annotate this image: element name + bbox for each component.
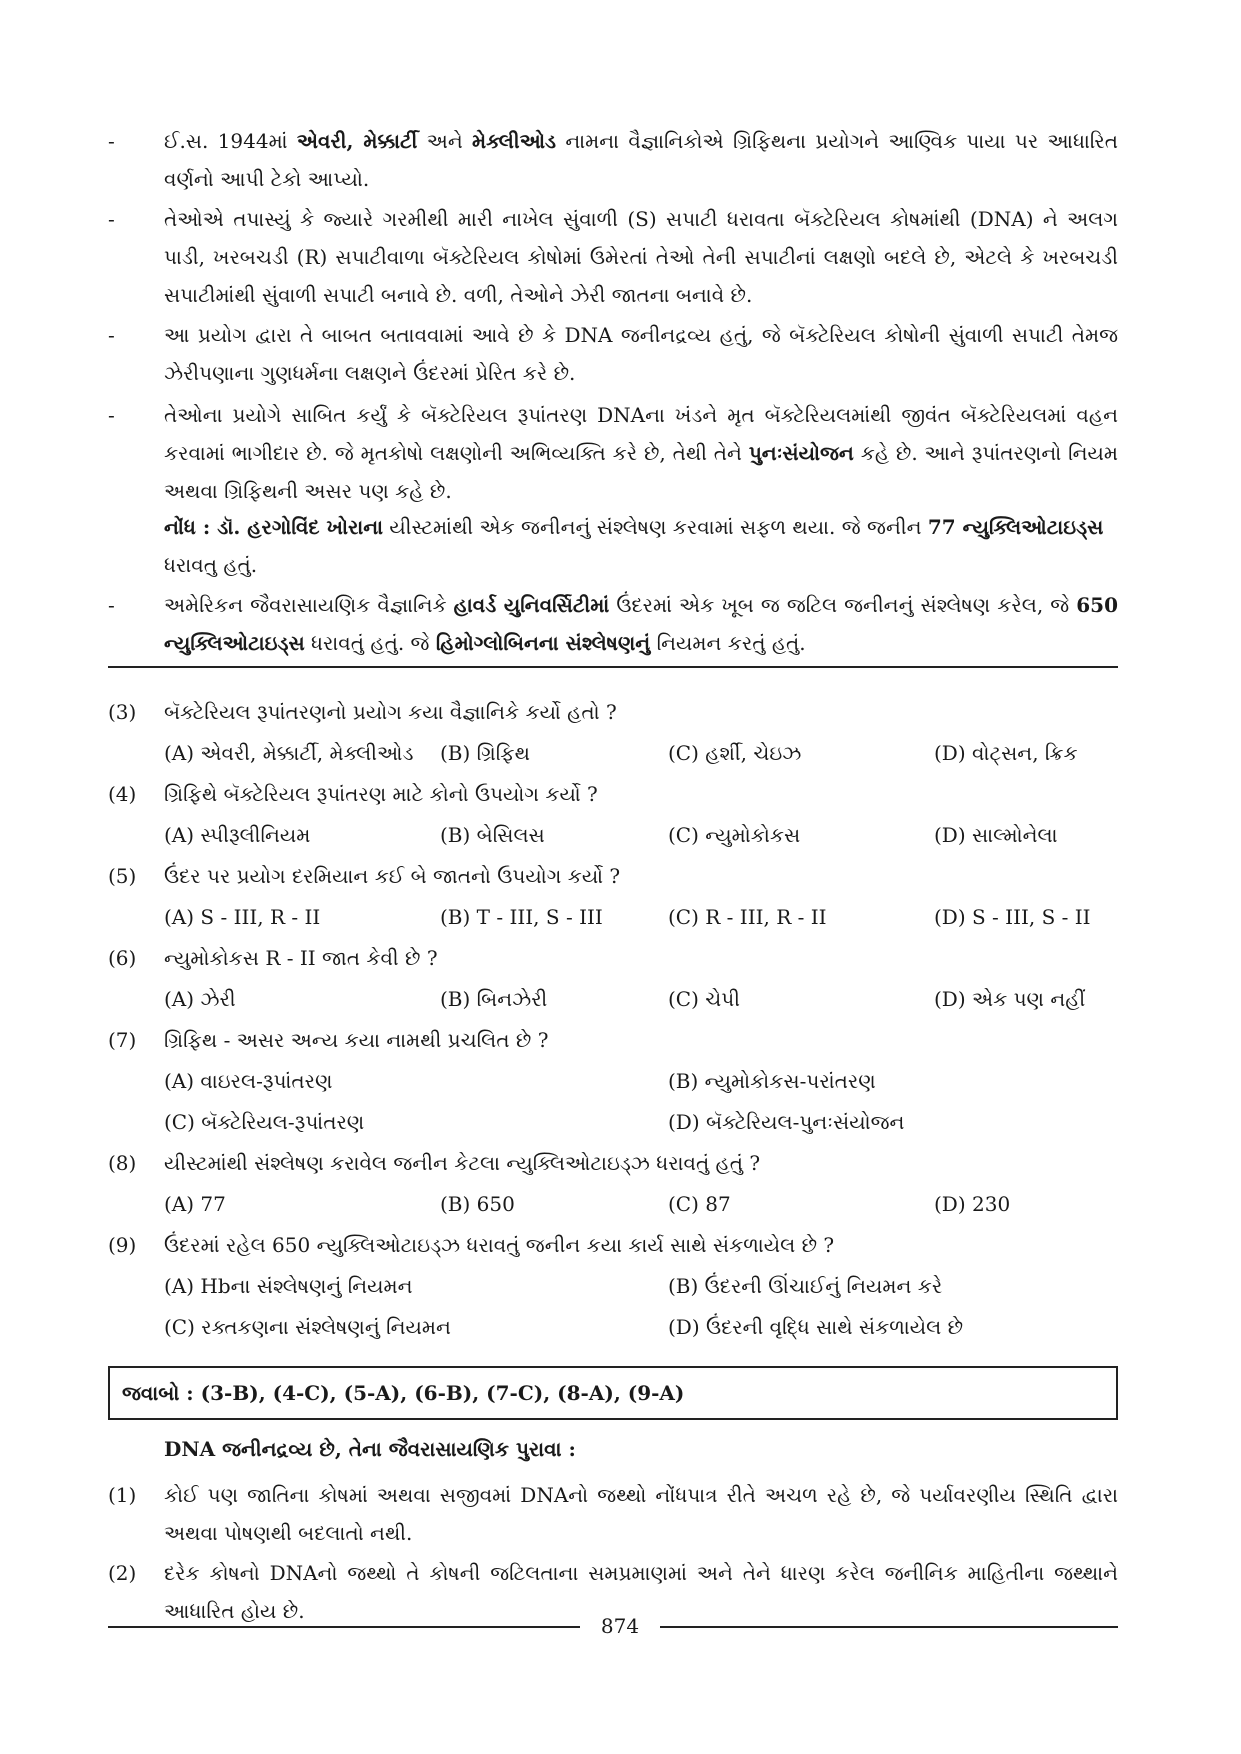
option-a: (A) S - III, R - II (164, 905, 321, 929)
option-d: (D) વોટ્સન, ક્રિક (934, 741, 1078, 765)
point-number: (1) (108, 1483, 137, 1507)
option-b: (B) T - III, S - III (440, 905, 603, 929)
option-b: (B) ઉંદરની ઊંચાઈનું નિયમન કરે (668, 1274, 943, 1298)
note: નોંધ : ડૉ. હરગોવિંદ ખોરાના યીસ્ટમાંથી એક જનીનનું સંશ્લેષણ કરવામાં સફળ થયા. જે જનીન 77 ન્યુક્લિઓટાઇડ્સ ધરાવતુ હતું. (164, 515, 1104, 577)
option-b: (B) ગ્રિફિથ (440, 741, 530, 765)
bullet-text: તેઓના પ્રયોગે સાબિત કર્યું કે બૅક્ટેરિયલ રૂપાંતરણ DNAના ખંડને મૃત બૅક્ટેરિયલમાંથી જીવંત બૅક્ટેરિયલમાં વહન કરવામાં ભાગીદાર છે. જે મૃતકોષો લક્ષણોની અભિવ્યક્તિ કરે છે, તેથી તેને પુનઃસંયોજન કહે છે. આને રૂપાંતરણનો નિયમ અથવા ગ્રિફિથની અસર પણ કહે છે. (164, 403, 1118, 503)
bullet-dash: - (108, 129, 115, 153)
option-c: (C) ચેપી (668, 987, 740, 1011)
question-text: યીસ્ટમાંથી સંશ્લેષણ કરાવેલ જનીન કેટલા ન્યુક્લિઓટાઇડ્ઝ ધરાવતું હતું ? (164, 1151, 761, 1175)
question (108, 776, 1118, 812)
question (108, 1022, 1118, 1058)
question-text: બૅક્ટેરિયલ રૂપાંતરણનો પ્રયોગ કયા વૈજ્ઞાનિકે કર્યો હતો ? (164, 700, 617, 724)
bullet-1 (108, 122, 1118, 198)
question-text: ગ્રિફિથે બૅક્ટેરિયલ રૂપાંતરણ માટે કોનો ઉપયોગ કર્યો ? (164, 782, 598, 806)
bullet-text: તેઓએ તપાસ્યું કે જ્યારે ગરમીથી મારી નાખેલ સુંવાળી (S) સપાટી ધરાવતા બૅક્ટેરિયલ કોષમાંથી (DNA) ને અલગ પાડી, ખરબચડી (R) સપાટીવાળા બૅક્ટેરિયલ કોષોમાં ઉમેરતાં તેઓ તેની સપાટીનાં લક્ષણો બદલે છે, એટલે કે ખરબચડી સપાટીમાંથી સુંવાળી સપાટી બનાવે છે. વળી, તેઓને ઝેરી જાતના બનાવે છે. (164, 207, 1118, 307)
bullet-text: આ પ્રયોગ દ્વારા તે બાબત બતાવવામાં આવે છે કે DNA જનીનદ્રવ્ય હતું, જે બૅક્ટેરિયલ કોષોની સુંવાળી સપાટી તેમજ ઝેરીપણાના ગુણધર્મના લક્ષણને ઉંદરમાં પ્રેરિત કરે છે. (164, 323, 1118, 385)
question-number: (4) (108, 782, 137, 806)
question-text: ન્યુમોકોકસ R - II જાત કેવી છે ? (164, 946, 438, 970)
question-number: (8) (108, 1151, 137, 1175)
option-c: (C) R - III, R - II (668, 905, 827, 929)
question-number: (6) (108, 946, 137, 970)
option-c: (C) 87 (668, 1192, 731, 1216)
bullet-3 (108, 316, 1118, 392)
question (108, 1227, 1118, 1263)
question (108, 694, 1118, 730)
option-a: (A) 77 (164, 1192, 226, 1216)
option-b: (B) ન્યુમોકોકસ-પરાંતરણ (668, 1069, 876, 1093)
option-c: (C) રક્તકણના સંશ્લેષણનું નિયમન (164, 1315, 451, 1339)
question-text: ઉંદર પર પ્રયોગ દરમિયાન કઈ બે જાતનો ઉપયોગ કર્યો ? (164, 864, 621, 888)
bullet-dash: - (108, 403, 115, 427)
question (108, 858, 1118, 894)
option-c: (C) ન્યુમોકોકસ (668, 823, 801, 847)
question (108, 1145, 1118, 1181)
option-a: (A) એવરી, મેક્કાર્ટી, મેક્લીઓડ (164, 741, 414, 765)
option-d: (D) ઉંદરની વૃદ્ધિ સાથે સંકળાયેલ છે (668, 1315, 964, 1339)
bullet-2 (108, 200, 1118, 314)
option-b: (B) બેસિલસ (440, 823, 545, 847)
option-a: (A) Hbના સંશ્લેષણનું નિયમન (164, 1274, 413, 1298)
question-text: ગ્રિફિથ - અસર અન્ય કયા નામથી પ્રચલિત છે ? (164, 1028, 549, 1052)
option-d: (D) S - III, S - II (934, 905, 1091, 929)
bullet-dash: - (108, 323, 115, 347)
bullet-text: ઈ.સ. 1944માં એવરી, મેક્કાર્ટી અને મેક્લીઓડ નામના વૈજ્ઞાનિકોએ ગ્રિફિથના પ્રયોગને આણ્વિક પાયા પર આધારિત વર્ણનો આપી ટેકો આપ્યો. (164, 129, 1118, 191)
answer-key-box (108, 1366, 1118, 1420)
option-a: (A) વાઇરલ-રૂપાંતરણ (164, 1069, 333, 1093)
page-number: 874 (600, 1614, 640, 1638)
question-number: (9) (108, 1233, 137, 1257)
question-number: (7) (108, 1028, 137, 1052)
bullet-5 (108, 586, 1118, 662)
bullet-text: અમેરિકન જૈવરાસાયણિક વૈજ્ઞાનિકે હાવર્ડ યુનિવર્સિટીમાં ઉંદરમાં એક ખૂબ જ જટિલ જનીનનું સંશ્લેષણ કરેલ, જે 650 ન્યુક્લિઓટાઇડ્સ ધરાવતું હતું. જે હિમોગ્લોબિનના સંશ્લેષણનું નિયમન કરતું હતું. (164, 593, 1118, 655)
option-d: (D) એક પણ નહીં (934, 987, 1086, 1011)
option-d: (D) બૅક્ટેરિયલ-પુનઃસંયોજન (668, 1110, 905, 1134)
question-text: ઉંદરમાં રહેલ 650 ન્યુક્લિઓટાઇડ્ઝ ધરાવતું જનીન કયા કાર્ય સાથે સંકળાયેલ છે ? (164, 1233, 835, 1257)
point-number: (2) (108, 1561, 137, 1585)
option-b: (B) બિનઝેરી (440, 987, 548, 1011)
option-b: (B) 650 (440, 1192, 515, 1216)
bullet-dash: - (108, 207, 115, 231)
bullet-4 (108, 396, 1118, 510)
point-text: કોઈ પણ જાતિના કોષમાં અથવા સજીવમાં DNAનો જથ્થો નોંધપાત્ર રીતે અચળ રહે છે, જે પર્યાવરણીય સ્થિતિ દ્વારા અથવા પોષણથી બદલાતો નથી. (164, 1483, 1118, 1545)
footer-rule-left (108, 1626, 580, 1628)
question-number: (5) (108, 864, 137, 888)
footer-rule-right (660, 1626, 1118, 1628)
bullet-dash: - (108, 593, 115, 617)
section-heading: DNA જનીનદ્રવ્ય છે, તેના જૈવરાસાયણિક પુરાવા : (164, 1437, 576, 1461)
section-divider (108, 666, 1118, 668)
option-a: (A) સ્પીરૂલીનિયમ (164, 823, 311, 847)
option-c: (C) બૅક્ટેરિયલ-રૂપાંતરણ (164, 1110, 365, 1134)
option-c: (C) હર્શી, ચેઇઝ (668, 741, 802, 765)
option-d: (D) સાલ્મોનેલા (934, 823, 1058, 847)
question (108, 940, 1118, 976)
answer-key: જવાબો : (3-B), (4-C), (5-A), (6-B), (7-C), (8-A), (9-A) (122, 1381, 685, 1405)
point-1 (108, 1476, 1118, 1552)
point-text: દરેક કોષનો DNAનો જથ્થો તે કોષની જટિલતાના સમપ્રમાણમાં અને તેને ધારણ કરેલ જનીનિક માહિતીના જથ્થાને આધારિત હોય છે. (164, 1561, 1118, 1623)
question-number: (3) (108, 700, 137, 724)
option-a: (A) ઝેરી (164, 987, 236, 1011)
option-d: (D) 230 (934, 1192, 1011, 1216)
